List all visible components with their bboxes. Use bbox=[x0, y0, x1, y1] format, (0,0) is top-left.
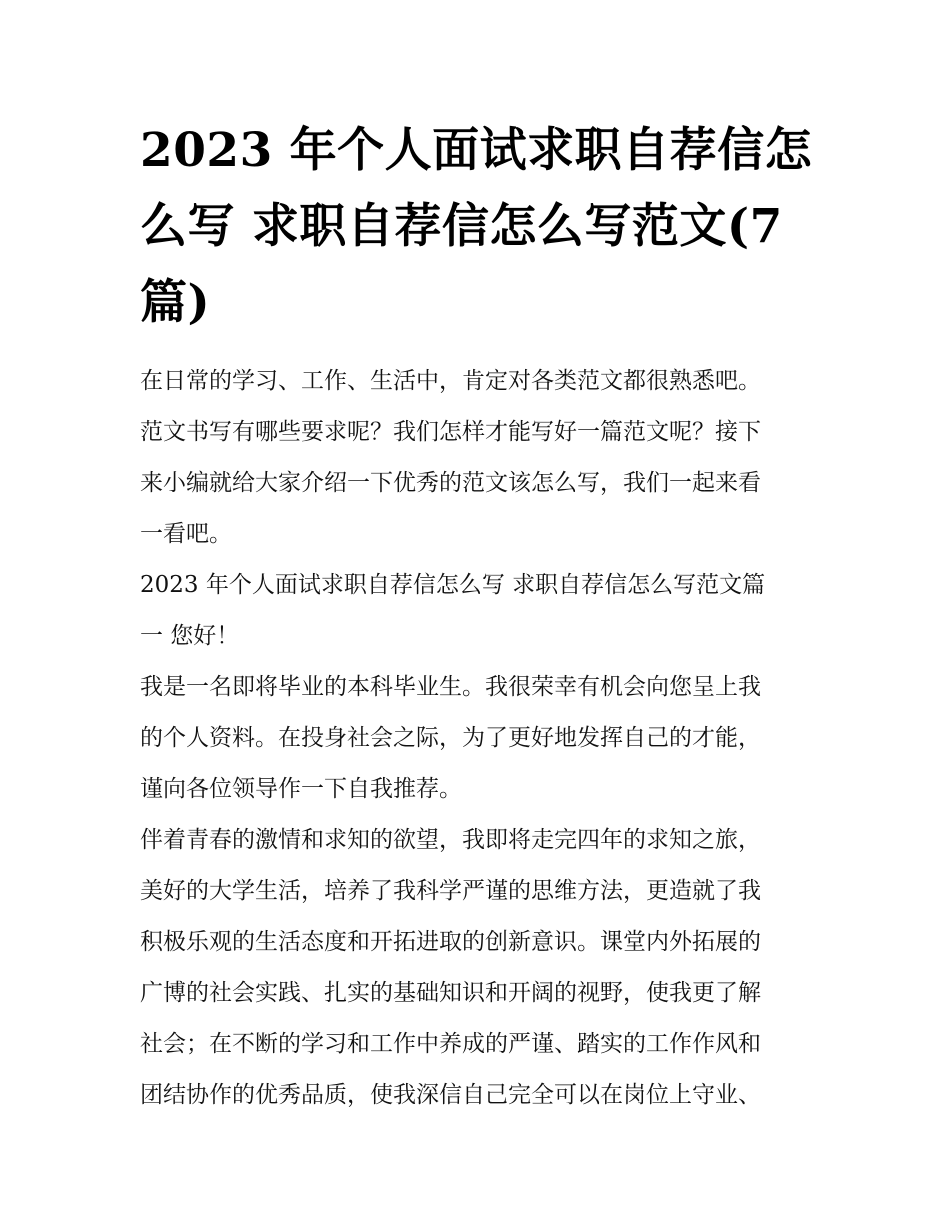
body-line: 一 您好！ bbox=[140, 623, 240, 649]
body-line: 2023 年个人面试求职自荐信怎么写 求职自荐信怎么写范文篇 bbox=[140, 572, 766, 598]
body-line: 团结协作的优秀品质，使我深信自己完全可以在岗位上守业、 bbox=[140, 1082, 761, 1108]
title-line: 么写 求职自荐信怎么写范文(7 bbox=[140, 199, 783, 254]
title-line: 2023 年个人面试求职自荐信怎 bbox=[140, 123, 813, 178]
body-line: 我是一名即将毕业的本科毕业生。我很荣幸有机会向您呈上我 bbox=[140, 674, 761, 700]
title-line: 篇) bbox=[140, 275, 211, 330]
body-line: 一看吧。 bbox=[140, 521, 232, 547]
body-line: 范文书写有哪些要求呢？我们怎样才能写好一篇范文呢？接下 bbox=[140, 419, 761, 445]
body-line: 谨向各位领导作一下自我推荐。 bbox=[140, 776, 462, 802]
body-line: 的个人资料。在投身社会之际，为了更好地发挥自己的才能， bbox=[140, 725, 761, 751]
body-line: 美好的大学生活，培养了我科学严谨的思维方法，更造就了我 bbox=[140, 878, 761, 904]
body-line: 在日常的学习、工作、生活中，肯定对各类范文都很熟悉吧。 bbox=[140, 368, 761, 394]
body-line: 积极乐观的生活态度和开拓进取的创新意识。课堂内外拓展的 bbox=[140, 929, 761, 955]
body-line: 来小编就给大家介绍一下优秀的范文该怎么写，我们一起来看 bbox=[140, 470, 761, 496]
body-line: 社会；在不断的学习和工作中养成的严谨、踏实的工作作风和 bbox=[140, 1031, 761, 1057]
document-body bbox=[140, 356, 820, 1121]
body-line: 伴着青春的激情和求知的欲望，我即将走完四年的求知之旅， bbox=[140, 827, 761, 853]
body-line: 广博的社会实践、扎实的基础知识和开阔的视野，使我更了解 bbox=[140, 980, 761, 1006]
document-title bbox=[140, 113, 820, 341]
